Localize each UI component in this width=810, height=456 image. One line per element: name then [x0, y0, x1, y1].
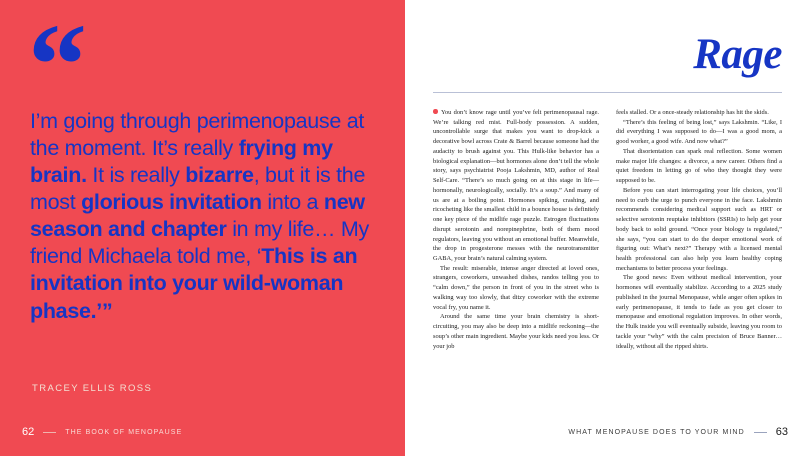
pull-quote-segment: It is really	[86, 163, 186, 188]
body-paragraph	[616, 147, 782, 186]
pull-quote-segment: glorious invitation	[81, 190, 262, 215]
body-paragraph	[616, 108, 782, 118]
right-page	[405, 0, 810, 456]
decorative-quote-icon: “	[28, 0, 83, 130]
folio-divider	[754, 432, 767, 433]
pull-quote-segment: in my life… My friend Michaela told me, ‘	[30, 217, 369, 269]
body-paragraph	[433, 312, 599, 351]
body-paragraph	[616, 273, 782, 351]
paragraph-text: The result: miserable, intense anger directed at loved ones, strangers, coworkers, unwashed dishes, randos telling you to “calm down,” the person in front of you in the street who is walking way too slowly, that ditzy coworker with the extreme vocal fry, you name it.	[433, 264, 599, 311]
body-paragraph	[433, 108, 599, 264]
right-folio	[568, 426, 788, 438]
folio-divider	[43, 432, 56, 433]
pull-quote-segment: I’m going through perimenopause at the moment. It’s really	[30, 109, 365, 161]
paragraph-text: You don’t know rage until you’ve felt perimenopausal rage. We’re talking red mist. Full-body possession. A sudden, uncontrollable surge that makes you want to drop-kick a decorative bowl across Crate & Barrel because someone had the audacity to brush against you. This Hulk-like behavior has a biological explanation—but hormones alone don’t tell the whole story, says psychiatrist Pooja Lakshmin, MD, author of Real Self-Care. “There’s so much going on at this stage in life—hormonally, neurologically, socially. It’s a soup.” And many of us are at a boiling point. Hormones spiking, crashing, and ricocheting like the smallest child in a bounce house is definitely one key piece of the midlife rage puzzle. Estrogen fluctuations disrupt serotonin and norepinephrine, both of them mood regulators, leaving you without an emotional buffer. Meanwhile, the drop in progesterone messes with the neurotransmitter GABA, your brain’s natural calming system.	[433, 109, 599, 263]
pull-quote-segment: bizarre	[185, 163, 254, 188]
paragraph-text: feels stalled. Or a once-steady relationship has hit the skids.	[616, 109, 769, 116]
body-paragraph	[433, 264, 599, 313]
quote-attribution: TRACEY ELLIS ROSS	[32, 383, 153, 394]
pull-quote	[30, 108, 370, 325]
pull-quote-segment: This is an invitation into your wild-woman phase.’”	[30, 244, 358, 323]
bullet-dot-icon	[433, 109, 438, 114]
body-column	[433, 108, 599, 351]
paragraph-text: Before you can start interrogating your life choices, you’ll need to curb the urge to punch everyone in the face. Lakshmin recommends considering medical support such as HRT or selective serotonin reuptake inhibitors (SSRIs) to help get your body back to solid ground. “Once your biology is regulated,” she says, “you can start to do the deeper emotional work of figuring out: What’s next?” Therapy with a licensed mental health professional can also help you learn healthy coping mechanisms to better process your feelings.	[616, 186, 782, 272]
body-paragraph	[616, 118, 782, 147]
right-page-number: 63	[775, 426, 788, 438]
left-page-number: 62	[22, 426, 35, 438]
page-title: Rage	[693, 31, 782, 78]
paragraph-text: That disorientation can spark real reflection. Some women make major life changes: a divorce, a new career. Others find a quiet freedom in letting go of who they thought they were supposed to be.	[616, 147, 782, 185]
paragraph-text: Around the same time your brain chemistry is short-circuiting, you may also be deep into a midlife reckoning—the soup’s other main ingredient. Maybe your kids need you less. Or your job	[433, 313, 599, 350]
body-columns	[433, 108, 782, 351]
headline-divider	[433, 92, 782, 93]
left-folio	[22, 426, 182, 438]
right-running-head: WHAT MENOPAUSE DOES TO YOUR MIND	[568, 428, 745, 436]
pull-quote-segment: , but it is the most	[30, 163, 366, 215]
body-column	[616, 108, 782, 351]
pull-quote-segment: new season and chapter	[30, 190, 365, 242]
paragraph-text: The good news: Even without medical intervention, your hormones will eventually stabilize. According to a 2025 study published in the journal Menopause, while anger often spikes in early perimenopause, it tends to fade as you get closer to menopause and emotional regulation improves. In other words, the Hulk inside you will eventually subside, leaving you room to tackle your “why” with the calm precision of Bruce Banner…ideally, without all the ripped shirts.	[616, 274, 782, 350]
paragraph-text: “There’s this feeling of being lost,” says Lakshmin. “Like, I did everything I was supposed to do—I was a good mom, a good worker, a good wife. And now what?”	[616, 118, 782, 146]
left-running-head: THE BOOK OF MENOPAUSE	[65, 428, 183, 436]
body-paragraph	[616, 186, 782, 274]
pull-quote-segment: frying my brain.	[30, 136, 333, 188]
pull-quote-segment: into a	[261, 190, 324, 215]
